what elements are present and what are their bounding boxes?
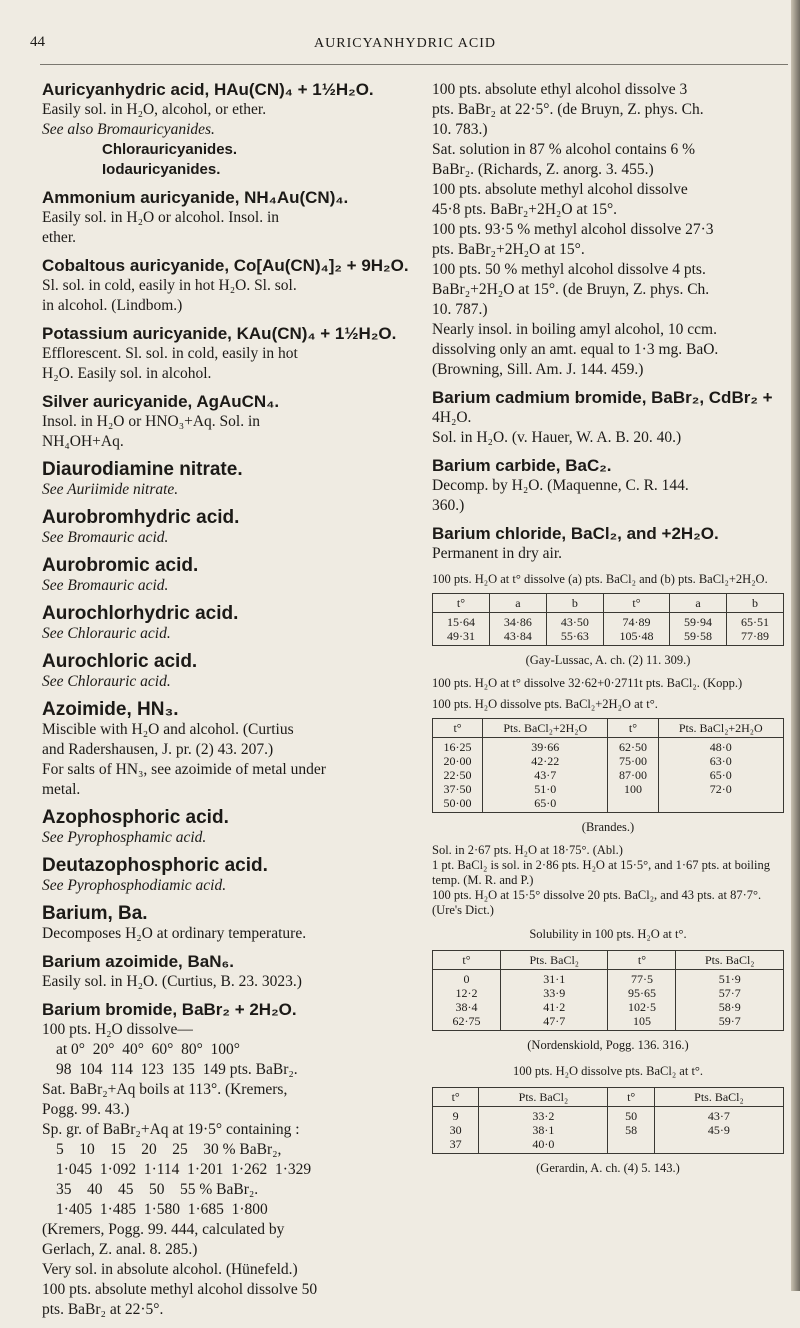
entry-heading: Aurochlorhydric acid. (42, 603, 239, 624)
table2-caption: 100 pts. H₂O dissolve pts. BaCl₂+2H₂O at t°. (432, 697, 658, 711)
table-cell: 59·94 59·58 (670, 613, 727, 646)
entry-text: 360.) (432, 497, 465, 514)
table-cell: 48·0 63·0 65·0 72·0 (658, 738, 784, 813)
entry (432, 524, 784, 564)
table1-caption: 100 pts. H₂O at t° dissolve (a) pts. BaCl₂ and (b) pts. BaCl₂+2H₂O. (432, 572, 768, 586)
table-header-cell: a (670, 594, 727, 613)
entry-text: in alcohol. (Lindbom.) (42, 297, 183, 314)
cross-reference: See Auriimide nitrate. (42, 481, 179, 498)
entry-text: 45·8 pts. BaBr₂+2H₂O at 15°. (432, 201, 618, 218)
entry-text: Decomp. by H₂O. (Maquenne, C. R. 144. (432, 477, 689, 494)
entry-heading: Azoimide, HN₃. (42, 699, 179, 720)
table-cell: 15·64 49·31 (433, 613, 490, 646)
entry-text: Sl. sol. in cold, easily in hot H₂O. Sl. sol. (42, 277, 297, 294)
table-header-cell: t° (433, 1088, 479, 1107)
entry-text: Miscible with H₂O and alcohol. (Curtius (42, 721, 294, 738)
table-header-cell: t° (433, 951, 501, 970)
right-column (432, 80, 784, 1184)
entry-text: Easily sol. in H₂O or alcohol. Insol. in (42, 209, 280, 226)
note-line: 1 pt. BaCl₂ is sol. in 2·86 pts. H₂O at 15·5°, and 1·67 pts. at boiling temp. (M. R. and P.) (432, 858, 771, 887)
table3-caption: Solubility in 100 pts. H₂O at t°. (529, 927, 687, 941)
table-header-cell: a (489, 594, 546, 613)
entry-text: pts. BaBr₂ at 22·5°. (de Bruyn, Z. phys. Ch. (432, 101, 704, 118)
entry-text: Sat. BaBr₂+Aq boils at 113°. (Kremers, (42, 1081, 288, 1098)
table-cell: 34·86 43·84 (489, 613, 546, 646)
cross-reference: See Pyrophosphodiamic acid. (42, 877, 227, 894)
table2-source: (Brandes.) (581, 820, 635, 834)
entry-text: pts. BaBr₂+2H₂O at 15°. (432, 241, 585, 258)
solubility-notes (432, 843, 784, 918)
entry-heading: Barium azoimide, BaN₆. (42, 952, 234, 971)
table-row (433, 738, 784, 813)
table-cell: 50 58 (608, 1107, 654, 1154)
entry-text: (Browning, Sill. Am. J. 144. 459.) (432, 361, 644, 378)
entry-heading: Diaurodiamine nitrate. (42, 459, 243, 480)
table-header-cell: t° (603, 594, 669, 613)
table-cell: 39·66 42·22 43·7 51·0 65·0 (483, 738, 608, 813)
cross-reference: See Chlorauric acid. (42, 673, 171, 690)
entry-heading: Barium carbide, BaC₂. (432, 456, 612, 475)
entry-heading: Barium, Ba. (42, 903, 148, 924)
entry (42, 700, 420, 800)
entry (42, 324, 420, 384)
entry (42, 604, 420, 644)
entry-heading: Potassium auricyanide, KAu(CN)₄ + 1½H₂O. (42, 324, 397, 343)
cross-reference: See Chlorauric acid. (42, 625, 171, 642)
table-row (433, 613, 784, 646)
entry (42, 188, 420, 248)
entry (432, 456, 784, 516)
entry (42, 80, 420, 180)
entry-text: 100 pts. absolute ethyl alcohol dissolve 3 (432, 81, 688, 98)
entry-text: Easily sol. in H₂O, alcohol, or ether. (42, 101, 267, 118)
entry-heading: Aurochloric acid. (42, 651, 198, 672)
cross-reference: See also Bromauricyanides. (42, 121, 215, 138)
entry (42, 392, 420, 452)
entry-text: ether. (42, 229, 76, 246)
table-header-cell: Pts. BaCl₂+2H₂O (483, 719, 608, 738)
entry-text: 98 104 114 123 135 149 pts. BaBr₂. (56, 1061, 298, 1078)
entry (42, 952, 420, 992)
entry (42, 460, 420, 500)
entry-text: at 0° 20° 40° 60° 80° 100° (56, 1041, 241, 1058)
table-cell: 0 12·2 38·4 62·75 (433, 970, 501, 1031)
entry-text: H₂O. Easily sol. in alcohol. (42, 365, 212, 382)
entry-text: Sat. solution in 87 % alcohol contains 6 % (432, 141, 696, 158)
cross-reference: See Bromauric acid. (42, 577, 169, 594)
entry-heading: Barium cadmium bromide, BaBr₂, CdBr₂ + (432, 388, 773, 407)
page-number: 44 (30, 34, 45, 50)
table-cell: 33·2 38·1 40·0 (479, 1107, 608, 1154)
entry-heading: Silver auricyanide, AgAuCN₄. (42, 392, 280, 411)
table-header-cell: t° (433, 719, 483, 738)
entry-text: 100 pts. 93·5 % methyl alcohol dissolve 27·3 (432, 221, 714, 238)
entry-text: and Radershausen, J. pr. (2) 43. 207.) (42, 741, 274, 758)
entry-text: Iodauricyanides. (102, 161, 221, 178)
entry (42, 256, 420, 316)
table-cell: 62·50 75·00 87·00 100 (608, 738, 658, 813)
entry-text: For salts of HN₃, see azoimide of metal under (42, 761, 326, 778)
table3-source: (Nordenskiold, Pogg. 136. 316.) (527, 1038, 689, 1052)
entry-text: 10. 787.) (432, 301, 488, 318)
entry-text: 100 pts. absolute methyl alcohol dissolve 50 (42, 1281, 318, 1298)
table-cell: 74·89 105·48 (603, 613, 669, 646)
table-nordenskiold (432, 950, 784, 1031)
note-line: 100 pts. H₂O at 15·5° dissolve 20 pts. BaCl₂, and 43 pts. at 87·7°. (Ure's Dict.) (432, 888, 762, 917)
entry-text: Decomposes H₂O at ordinary temperature. (42, 925, 307, 942)
table-row (433, 1107, 784, 1154)
entry (42, 508, 420, 548)
table-header-cell: t° (608, 719, 658, 738)
header-rule (40, 64, 788, 65)
table-header-cell: b (727, 594, 784, 613)
entry-heading: Ammonium auricyanide, NH₄Au(CN)₄. (42, 188, 349, 207)
entry-text: Easily sol. in H₂O. (Curtius, B. 23. 3023.) (42, 973, 302, 990)
entry-heading: Azophosphoric acid. (42, 807, 229, 828)
table-brandes (432, 718, 784, 813)
entry-text: dissolving only an amt. equal to 1·3 mg. BaO. (432, 341, 719, 358)
table-cell: 43·50 55·63 (546, 613, 603, 646)
entry-text: Chlorauricyanides. (102, 141, 238, 158)
entry-text: BaBr₂. (Richards, Z. anorg. 3. 455.) (432, 161, 654, 178)
kopp-note: 100 pts. H₂O at t° dissolve 32·62+0·2711t pts. BaCl₂. (Kopp.) (432, 676, 743, 690)
table-cell: 43·7 45·9 (654, 1107, 783, 1154)
table4-source: (Gerardin, A. ch. (4) 5. 143.) (536, 1161, 680, 1175)
entry (42, 652, 420, 692)
table-gerardin (432, 1087, 784, 1154)
scan-edge (791, 0, 800, 1291)
entry (432, 388, 784, 448)
entry-heading: Barium chloride, BaCl₂, and +2H₂O. (432, 524, 719, 543)
table-cell: 9 30 37 (433, 1107, 479, 1154)
entry-text: NH₄OH+Aq. (42, 433, 124, 450)
table-cell: 51·9 57·7 58·9 59·7 (676, 970, 784, 1031)
entry-text: 4H₂O. (432, 409, 472, 426)
entry-text: 10. 783.) (432, 121, 488, 138)
entry-text: 1·405 1·485 1·580 1·685 1·800 (56, 1201, 268, 1218)
running-head: AURICYANHYDRIC ACID (314, 36, 496, 51)
entry-text: Gerlach, Z. anal. 8. 285.) (42, 1241, 198, 1258)
table-header-cell: t° (608, 1088, 654, 1107)
entry-text: 1·045 1·092 1·114 1·201 1·262 1·329 (56, 1161, 312, 1178)
entry-text: Permanent in dry air. (432, 545, 562, 562)
entry-text: 100 pts. H₂O dissolve— (42, 1021, 193, 1038)
table-gay-lussac (432, 593, 784, 646)
table-cell: 77·5 95·65 102·5 105 (608, 970, 676, 1031)
entry-heading: Aurobromic acid. (42, 555, 199, 576)
entry-heading: Aurobromhydric acid. (42, 507, 240, 528)
entry-text: 100 pts. 50 % methyl alcohol dissolve 4 pts. (432, 261, 706, 278)
table-header-cell: Pts. BaCl₂ (676, 951, 784, 970)
entry-text: Very sol. in absolute alcohol. (Hünefeld.) (42, 1261, 298, 1278)
entry-text: 35 40 45 50 55 % BaBr₂. (56, 1181, 259, 1198)
entry-text: Pogg. 99. 43.) (42, 1101, 130, 1118)
table-cell: 65·51 77·89 (727, 613, 784, 646)
note-line: Sol. in 2·67 pts. H₂O at 18·75°. (Abl.) (432, 843, 623, 857)
entry-text: pts. BaBr₂ at 22·5°. (42, 1301, 164, 1318)
table-row (433, 970, 784, 1031)
table-cell: 31·1 33·9 41·2 47·7 (500, 970, 608, 1031)
entry-heading: Cobaltous auricyanide, Co[Au(CN)₄]₂ + 9H₂O. (42, 256, 409, 275)
entry-text: (Kremers, Pogg. 99. 444, calculated by (42, 1221, 285, 1238)
table-header-cell: b (546, 594, 603, 613)
entry-text: Sp. gr. of BaBr₂+Aq at 19·5° containing : (42, 1121, 300, 1138)
entry-text: Efflorescent. Sl. sol. in cold, easily in hot (42, 345, 298, 362)
entry-text: 100 pts. absolute methyl alcohol dissolve (432, 181, 688, 198)
table-header-cell: t° (608, 951, 676, 970)
cross-reference: See Pyrophosphamic acid. (42, 829, 207, 846)
entry-text: Nearly insol. in boiling amyl alcohol, 10 ccm. (432, 321, 717, 338)
entry-heading: Barium bromide, BaBr₂ + 2H₂O. (42, 1000, 297, 1019)
table-cell: 16·25 20·00 22·50 37·50 50·00 (433, 738, 483, 813)
table-header-cell: Pts. BaCl₂ (500, 951, 608, 970)
right-entries (432, 388, 784, 564)
entry-heading: Deutazophosphoric acid. (42, 855, 268, 876)
entry-text: metal. (42, 781, 81, 798)
entry-heading: Auricyanhydric acid, HAu(CN)₄ + 1½H₂O. (42, 80, 374, 99)
entry (42, 904, 420, 944)
entry-text: Insol. in H₂O or HNO₃+Aq. Sol. in (42, 413, 261, 430)
entry (42, 556, 420, 596)
left-column (42, 80, 420, 1328)
bromide-continued (432, 80, 784, 380)
table1-source: (Gay-Lussac, A. ch. (2) 11. 309.) (525, 653, 691, 667)
entry (42, 808, 420, 848)
table-header-cell: Pts. BaCl₂ (479, 1088, 608, 1107)
table4-caption: 100 pts. H₂O dissolve pts. BaCl₂ at t°. (512, 1064, 704, 1078)
table-header-cell: t° (433, 594, 490, 613)
cross-reference: See Bromauric acid. (42, 529, 169, 546)
entry-text: Sol. in H₂O. (v. Hauer, W. A. B. 20. 40.) (432, 429, 682, 446)
entry-text: 5 10 15 20 25 30 % BaBr₂, (56, 1141, 282, 1158)
table-header-cell: Pts. BaCl₂ (654, 1088, 783, 1107)
entry (42, 1000, 420, 1320)
page-header (30, 34, 780, 62)
entry (42, 856, 420, 896)
table-header-cell: Pts. BaCl₂+2H₂O (658, 719, 784, 738)
entry-text: BaBr₂+2H₂O at 15°. (de Bruyn, Z. phys. Ch. (432, 281, 710, 298)
